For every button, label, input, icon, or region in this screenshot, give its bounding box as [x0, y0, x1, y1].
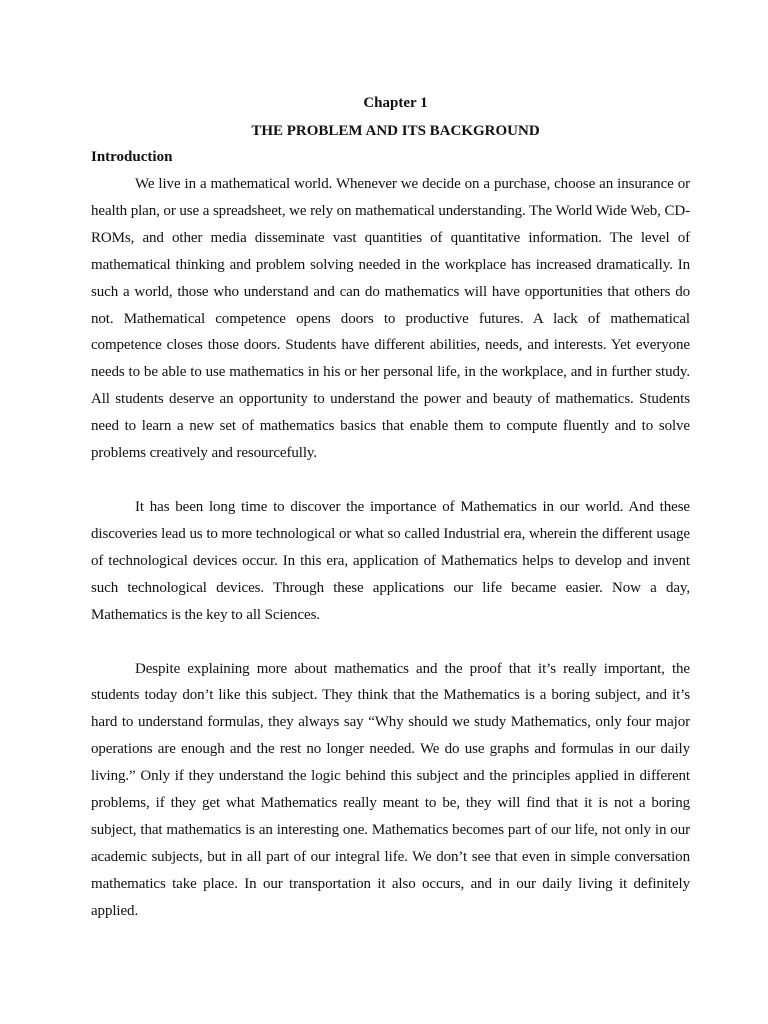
- chapter-title: THE PROBLEM AND ITS BACKGROUND: [251, 123, 540, 139]
- paragraph-2: It has been long time to discover the importance of Mathematics in our world. And these discoveries lead us to more technological or what so called Industrial era, wherein the different usage of technological devices occur. In this era, application of Mathematics helps to develop and invent such technological devices. Through these applications our life became easier. Now a day, Mathematics is the key to all Sciences.: [91, 498, 690, 623]
- chapter-number: Chapter 1: [363, 95, 428, 111]
- section-heading: Introduction: [91, 149, 173, 165]
- paragraph-3: Despite explaining more about mathematics and the proof that it’s really important, the students today don’t like this subject. They think that the Mathematics is a boring subject, and it’s hard to understand formulas, they always say “Why should we study Mathematics, only four major operations are enough and the rest no longer needed. We do use graphs and formulas in our daily living.” Only if they understand the logic behind this subject and the principles applied in different problems, if they get what Mathematics really meant to be, they will find that it is not a boring subject, that mathematics is an interesting one. Mathematics becomes part of our life, not only in our academic subjects, but in all part of our integral life. We don’t see that even in simple conversation mathematics take place. In our transportation it also occurs, and in our daily living it definitely applied.: [91, 660, 690, 919]
- paragraph-1: We live in a mathematical world. Whenever we decide on a purchase, choose an insurance or health plan, or use a spreadsheet, we rely on mathematical understanding. The World Wide Web, CD-ROMs, and other media disseminate vast quantities of quantitative information. The level of mathematical thinking and problem solving needed in the workplace has increased dramatically. In such a world, those who understand and can do mathematics will have opportunities that others do not. Mathematical competence opens doors to productive futures. A lack of mathematical competence closes those doors. Students have different abilities, needs, and interests. Yet everyone needs to be able to use mathematics in his or her personal life, in the workplace, and in further study. All students deserve an opportunity to understand the power and beauty of mathematics. Students need to learn a new set of mathematics basics that enable them to compute fluently and to solve problems creatively and resourcefully.: [91, 176, 690, 462]
